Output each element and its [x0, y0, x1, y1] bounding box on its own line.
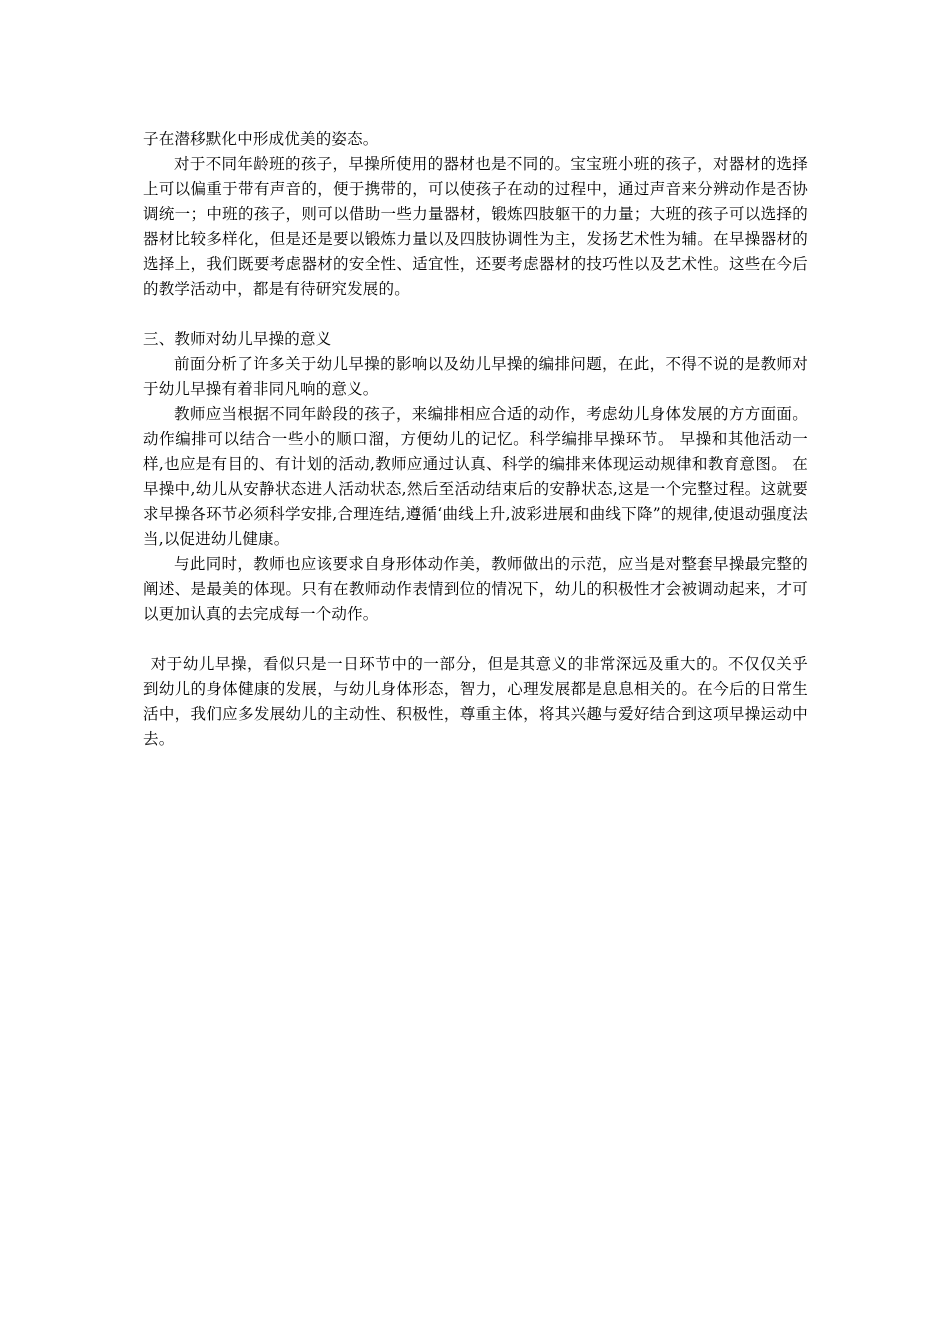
section-heading: 三、教师对幼儿早操的意义 [143, 330, 332, 348]
paragraph-continuation: 子在潜移默化中形成优美的姿态。 [143, 130, 379, 148]
paragraph-spacer [143, 302, 808, 327]
paragraph-teacher-arrangement: 教师应当根据不同年龄段的孩子，来编排相应合适的动作，考虑幼儿身体发展的方方面面。动作编排可以结合一些小的顺口溜，方便幼儿的记忆。科学编排早操环节。 早操和其他活动一样,也应是有目的、有计划的活动,教师应通过认真、科学的编排来体现运动规律和教育意图。 在早操中,幼儿从安静状态进人活动状态,然后至活动结束后的安静状态,这是一个完整过程。这就要求早操各环节必须科学安排,合理连结,遵循‘曲线上升,波彩进展和曲线下降”的规律,使退动强度法当,以促进幼儿健康。 [143, 405, 808, 548]
paragraph-equipment: 对于不同年龄班的孩子，早操所使用的器材也是不同的。宝宝班小班的孩子，对器材的选择上可以偏重于带有声音的，便于携带的，可以使孩子在动的过程中，通过声音来分辨动作是否协调统一；中班的孩子，则可以借助一些力量器材，锻炼四肢躯干的力量；大班的孩子可以选择的器材比较多样化，但是还是要以锻炼力量以及四肢协调性为主，发扬艺术性为辅。在早操器材的选择上，我们既要考虑器材的安全性、适宜性，还要考虑器材的技巧性以及艺术性。这些在今后的教学活动中，都是有待研究发展的。 [143, 155, 808, 298]
paragraph-teacher-demonstration: 与此同时，教师也应该要求自身形体动作美，教师做出的示范，应当是对整套早操最完整的阐述、是最美的体现。只有在教师动作表情到位的情况下，幼儿的积极性才会被调动起来，才可以更加认真的去完成每一个动作。 [143, 555, 808, 623]
paragraph-conclusion: 对于幼儿早操，看似只是一日环节中的一部分，但是其意义的非常深远及重大的。不仅仅关乎到幼儿的身体健康的发展，与幼儿身体形态，智力，心理发展都是息息相关的。在今后的日常生活中，我们应多发展幼儿的主动性、积极性，尊重主体，将其兴趣与爱好结合到这项早操运动中去。 [143, 655, 808, 748]
document-body [143, 127, 808, 752]
paragraph-teacher-intro: 前面分析了许多关于幼儿早操的影响以及幼儿早操的编排问题，在此，不得不说的是教师对于幼儿早操有着非同凡响的意义。 [143, 355, 808, 398]
paragraph-spacer [143, 627, 808, 652]
